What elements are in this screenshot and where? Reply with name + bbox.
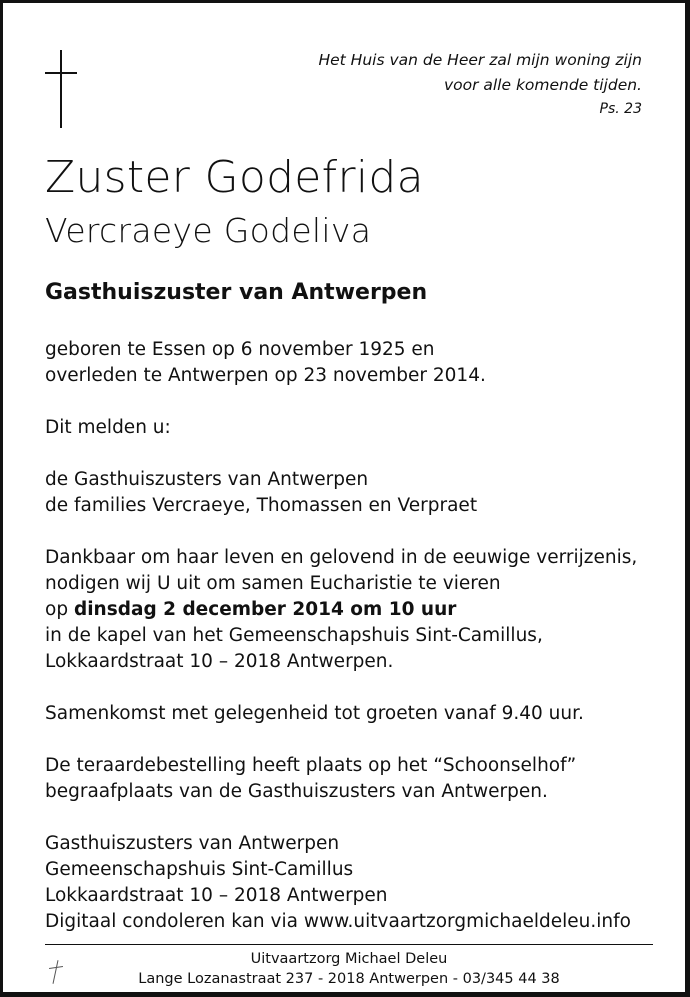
deceased-title: Gasthuiszuster van Antwerpen (45, 280, 428, 305)
service-date: dinsdag 2 december 2014 om 10 uur (73, 599, 457, 620)
quote-line: voor alle komende tijden. (443, 76, 642, 94)
mourner-line: de Gasthuiszusters van Antwerpen (45, 469, 369, 490)
funeral-home-footer (45, 949, 653, 989)
quote-reference: Ps. 23 (599, 101, 642, 117)
service-line: Dankbaar om haar leven en gelovend in de eeuwige verrijzenis, (45, 547, 638, 568)
death-line: overleden te Antwerpen op 23 november 2014. (45, 365, 486, 386)
contact-line: Gasthuiszusters van Antwerpen (45, 833, 340, 854)
service-line: nodigen wij U uit om samen Eucharistie te vieren (45, 573, 501, 594)
announcement-body (45, 337, 665, 935)
service-place: in de kapel van het Gemeenschapshuis Sint-Camillus, (45, 625, 543, 646)
cross-icon (45, 50, 77, 128)
burial-line: begraafplaats van de Gasthuiszusters van Antwerpen. (45, 781, 548, 802)
contact-line: Gemeenschapshuis Sint-Camillus (45, 859, 354, 880)
intro-line: Dit melden u: (45, 417, 171, 438)
funeral-home-address: Lange Lozanastraat 237 - 2018 Antwerpen - 03/345 44 38 (138, 971, 560, 987)
gathering-line: Samenkomst met gelegenheid tot groeten vanaf 9.40 uur. (45, 703, 584, 724)
birth-line: geboren te Essen op 6 november 1925 en (45, 339, 435, 360)
funeral-home-name: Uitvaartzorg Michael Deleu (250, 951, 448, 967)
psalm-quote (318, 48, 642, 120)
mourner-line: de families Vercraeye, Thomassen en Verpraet (45, 495, 478, 516)
deceased-name: Zuster Godefrida (45, 152, 424, 203)
service-date-line (45, 597, 665, 623)
deceased-civil-name: Vercraeye Godeliva (45, 211, 372, 250)
contact-line: Lokkaardstraat 10 – 2018 Antwerpen (45, 885, 388, 906)
burial-line: De teraardebestelling heeft plaats op het “Schoonselhof” (45, 755, 577, 776)
footer-divider (45, 944, 653, 945)
service-address: Lokkaardstraat 10 – 2018 Antwerpen. (45, 651, 394, 672)
service-prefix: op (45, 599, 69, 620)
quote-line: Het Huis van de Heer zal mijn woning zijn (318, 51, 642, 69)
condolence-line: Digitaal condoleren kan via www.uitvaartzorgmichaeldeleu.info (45, 911, 631, 932)
